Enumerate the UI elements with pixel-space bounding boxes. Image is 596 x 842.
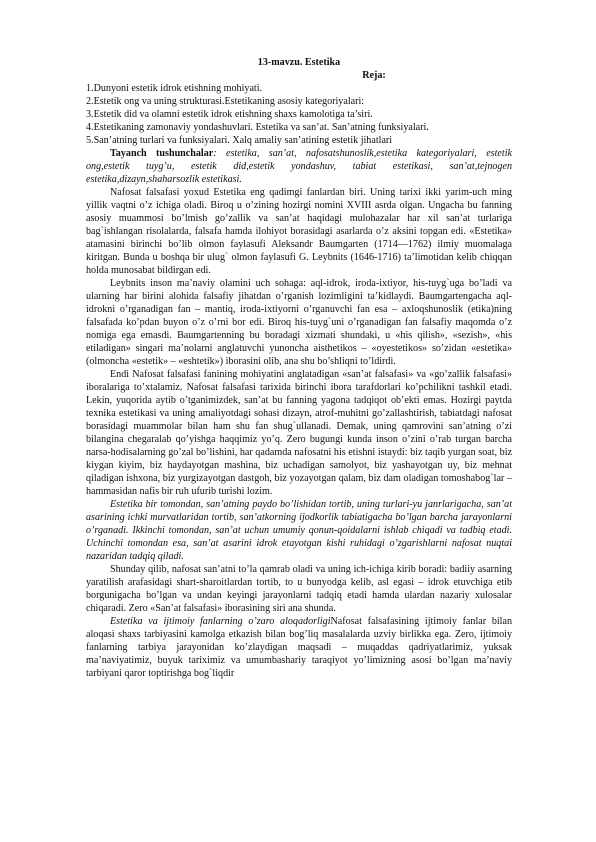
plan-heading: Reja:	[362, 70, 386, 81]
plan-item: 2.Estetik ong va uning strukturasi.Estetikaning asosiy kategoriyalari:	[86, 96, 365, 107]
keywords-label: Tayanch tushunchalar	[110, 148, 214, 159]
body-paragraph-last	[86, 615, 512, 680]
body-paragraph-italic: Estetika bir tomondan, san’atning paydo bo’lishidan tortib, uning turlari-yu janrlarigacha, san’at asarining ichki murvatlaridan tortib, san’atkorning ijodkorlik tabiatigacha bo’lgan barcha jarayonlarni o’rganadi. Ikkinchi tomondan, san’at uchun umumiy qonun-qoidalarni ishlab chiqadi va tadbiq etadi. Uchinchi tomondan esa, san’at asarini idrok etayotgan kishi ruhidagi o’zgarishlarni nafosat nuqtai nazaridan tadqiq qiladi.	[86, 499, 512, 562]
plan-item: 4.Estetikaning zamonaviy yondashuvlari. Estetika va san’at. San’atning funksiyalari.	[86, 122, 429, 133]
body-paragraph: Nafosat falsafasi yoxud Estetika eng qadimgi fanlardan biri. Uning tarixi ikki yarim-uch ming yillik vaqtni o’z ichiga oladi. Biroq u o’zining hozirgi nomini XVIII asrda olgan. Ungacha bu fanning asosiy muammosi bo’lmish go’zallik va san’at haqidagi mulohazalar har xil san’at turlariga bag`ishlangan risolalarda, falsafa hamda ilohiyot borasidagi asarlarda o’z aksini topgan edi. «Estetika» atamasini birinchi bo’lib olmon faylasufi Aleksandr Baumgarten (1714—1762) ilmiy muomalaga kiritgan. Bunda u boshqa bir ulug` olmon faylasufi G. Leybnits (1646-1716) ta’limotidan kelib chiqqan holda munosabat bildirgan edi.	[86, 187, 512, 276]
plan-list	[86, 82, 512, 147]
plan-item: 1.Dunyoni estetik idrok etishning mohiyati.	[86, 83, 263, 94]
keywords-paragraph	[86, 147, 512, 186]
page-title: 13-mavzu. Estetika	[257, 57, 341, 68]
body-paragraph: Shunday qilib, nafosat san’atni to’la qamrab oladi va uning ich-ichiga kirib boradi: badiiy asarning yaratilish arafasidagi shart-sharoitlardan tortib, to u bunyodga kelib, asl egasi – idrok etuvchiga etib borgunigacha bo’lgan va undan keyingi jarayonlarni tadqiq etadi hamda ulardan nazariy xulosalar chiqaradi. Zero «San’at falsafasi» iborasining siri ana shunda.	[86, 564, 512, 614]
section-text: Nafosat falsafasining ijtimoiy fanlar bilan aloqasi shaxs tarbiyasini kamolga etkazish bilan bog’liq masalalarda uzviy birlikka ega. Zero, ijtimoiy fanlarning tarbiya jarayonidan ko’zlaydigan maqsadi – muqaddas qadriyatlarimiz, yuksak ma’naviyatimiz, buyuk tariximiz va umumbashariy taraqiyot yo’limizning asosi bo’lgan ma’naviy tarbiyani qaror toptirishga bog`liqdir	[86, 616, 512, 679]
section-lead: Estetika va ijtimoiy fanlarning o’zaro aloqadorligi	[110, 616, 331, 627]
body-paragraph: Endi Nafosat falsafasi fanining mohiyatini anglatadigan «san’at falsafasi» va «go’zallik falsafasi» iboralariga to’xtalamiz. Nafosat falsafasi tarixida birinchi ibora tarafdorlari ko’pchilikni tashkil etadi. Lekin, yuqorida aytib o’tganimizdek, san’at bu fanning yagona tadqiqot ob’ekti emas. Hozirgi paytda texnika estetikasi va uning amaliyotdagi sohasi dizayn, atrof-muhitni go’zallashtirish, tabiatdagi nafosat borasidagi muammolar bilan ham shu fan shug`ullanadi. Demak, uning qamrovini san’atning o’zi bilangina chegaralab qo’yishga haqqimiz yo’q. Zero bugungi kunda inson o’zini o’rab turgan barcha narsa-hodisalarning go’zal bo’lishini, har qadamda nafosatni his etishni istaydi: biz taqib yurgan soat, biz kiygan kiyim, biz haydayotgan mashina, biz uchadigan samolyot, biz yashayotgan uy, biz mehnat qiladigan ishxona, biz yurgizayotgan dastgoh, biz yozayotgan qalam, biz dam oladigan tomoshabog`lar – hammasidan nafis bir ruh ufurib turishi lozim.	[86, 369, 512, 497]
plan-item: 5.San’atning turlari va funksiyalari. Xalq amaliy san’atining estetik jihatlari	[86, 135, 393, 146]
document-page	[86, 56, 512, 680]
keywords-text: : estetika, san’at, nafosatshunoslik,estetika kategoriyalari, estetik ong,estetik tuyg’u, estetik did,estetik yondashuv, tabiat estetikasi, san’at,tejnogen estetika,dizayn,shaharsozlik estetikasi.	[86, 148, 512, 185]
body-paragraph: Leybnits inson ma’naviy olamini uch sohaga: aql-idrok, iroda-ixtiyor, his-tuyg`uga bo’ladi va ularning har birini alohida falsafiy jihatdan o’rganish lozimligini ta’kidlaydi. Baumgartengacha aql-idrokni o’rganadigan fan – mantiq, iroda-ixtiyorni o’rganuvchi fan esa – axloqshunoslik (etika)ning falsafada ko’pdan buyon o’z o’rni bor edi. Biroq his-tuyg`uni o’rganadigan fan falsafiy maqomda o’z nomiga ega emasdi. Baumgartenning bu boradagi xizmati shundaki, u «his qilish», «sezish», «his etiladigan» singari ma’nolarni anglatuvchi yunoncha aisthetikos – «oyestetikos» so’zidan «estetika» (olmoncha «estetik» – «eshtetik») iborasini olib, ana shu bo’shliqni to’ldirdi.	[86, 278, 512, 367]
plan-item: 3.Estetik did va olamni estetik idrok etishning shaxs kamolotiga ta’siri.	[86, 109, 373, 120]
